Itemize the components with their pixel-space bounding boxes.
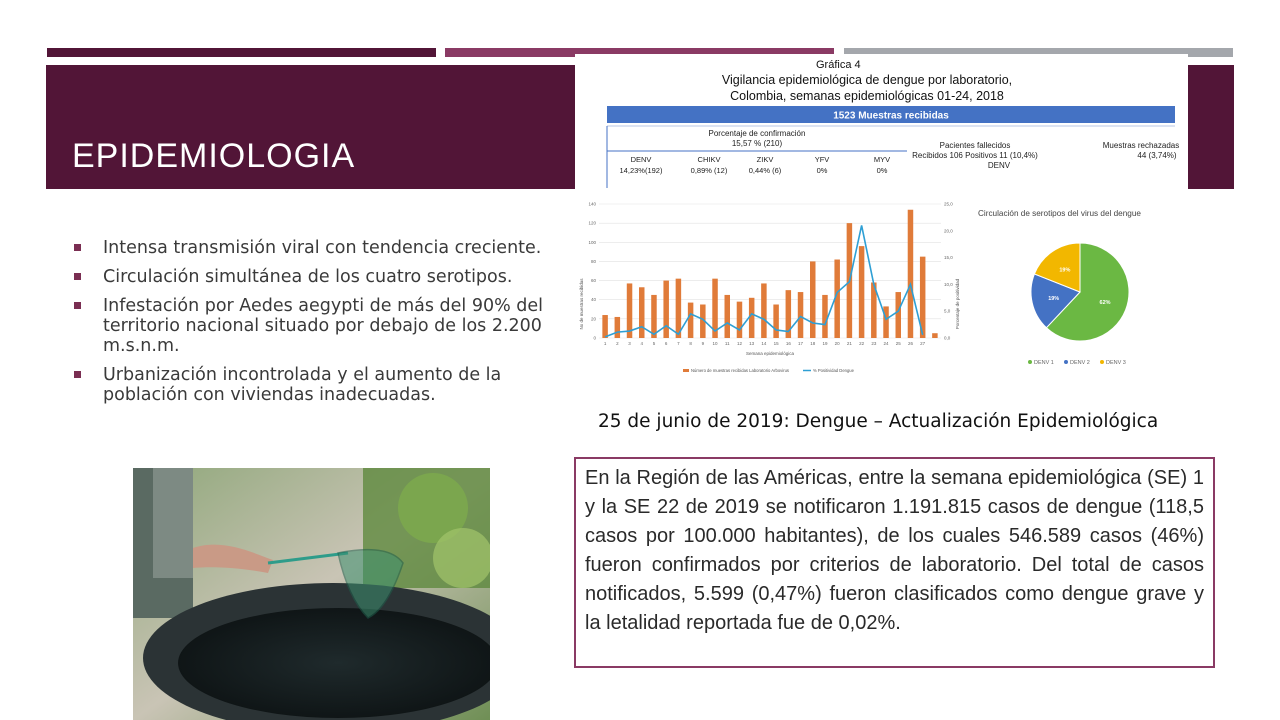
bullet-item: Intensa transmisión viral con tendencia creciente. [72, 238, 552, 258]
x-axis-label: Semana epidemiológica [745, 351, 795, 356]
x-tick-label: 20 [834, 341, 840, 346]
x-tick-label: 3 [628, 341, 631, 346]
y-tick-label: 60 [590, 278, 596, 284]
y-tick-label: 140 [588, 201, 596, 207]
accent-bar-left [47, 48, 436, 57]
bullet-square-icon [74, 371, 81, 378]
bar-mark [615, 317, 620, 338]
x-tick-label: 9 [701, 341, 705, 346]
y-tick-label: 0 [593, 335, 596, 341]
deceased-values: Recibidos 106 Positivos 11 (10,4%) [912, 151, 1038, 160]
x-tick-label: 11 [724, 341, 730, 346]
pie-legend-swatch [1028, 360, 1032, 364]
x-tick-label: 2 [616, 341, 619, 346]
virus-name: MYV [873, 155, 891, 164]
chart-label: Gráfica 4 [816, 59, 861, 71]
bullet-item: Infestación por Aedes aegypti de más del 90% del territorio nacional situado por debajo de los 2.200 m.s.n.m. [72, 296, 552, 356]
bar-mark [908, 210, 913, 338]
bullet-item: Urbanización incontrolada y el aumento de la población con viviendas inadecuadas. [72, 365, 552, 405]
x-tick-label: 26 [907, 341, 913, 346]
bullet-square-icon [74, 302, 81, 309]
bar-mark [798, 292, 803, 338]
x-tick-label: 22 [859, 341, 865, 346]
virus-columns [620, 155, 891, 175]
rejected-label: Muestras rechazadas [1102, 141, 1180, 150]
legend-line-label: % Positividad Dengue [813, 368, 854, 373]
bar-mark [688, 303, 693, 338]
y2-axis-label: Porcentaje de positividad [955, 278, 960, 330]
x-tick-label: 10 [712, 341, 718, 346]
y-tick-label: 40 [590, 297, 596, 303]
pie-value-label: 62% [1099, 299, 1111, 306]
samples-banner-text: 1523 Muestras recibidas [833, 110, 949, 122]
bar-mark [737, 302, 742, 338]
pie-value-label: 19% [1059, 267, 1071, 274]
x-tick-label: 16 [785, 341, 791, 346]
bullet-square-icon [74, 244, 81, 251]
y2-tick-label: 10,0 [944, 281, 953, 287]
x-tick-label: 17 [798, 341, 804, 346]
deceased-denv: DENV [987, 161, 1011, 170]
x-tick-label: 5 [652, 341, 656, 346]
x-tick-label: 8 [689, 341, 692, 346]
y2-tick-label: 25,0 [944, 201, 953, 207]
virus-name: CHIKV [697, 155, 721, 164]
x-tick-label: 7 [677, 341, 680, 346]
legend-bar-label: Número de muestras recibidas Laboratorio Arbovirus [691, 368, 789, 373]
x-tick-label: 4 [640, 341, 644, 346]
confirmation-value: 15,57 % (210) [731, 139, 783, 148]
x-tick-label: 23 [871, 341, 877, 346]
x-tick-label: 14 [761, 341, 767, 346]
pie-title: Circulación de serotipos del virus del dengue [978, 209, 1141, 218]
pie-value-label: 19% [1048, 295, 1060, 302]
slide-title: EPIDEMIOLOGIA [72, 137, 356, 175]
pie-legend-label: DENV 1 [1034, 360, 1054, 366]
y-tick-label: 120 [588, 220, 596, 226]
virus-name: ZIKV [756, 155, 774, 164]
y-axis-label: No de muestras recibidas [579, 278, 584, 330]
y2-tick-label: 15,0 [944, 255, 953, 261]
update-caption: 25 de junio de 2019: Dengue – Actualización Epidemiológica [598, 411, 1159, 432]
x-tick-label: 25 [895, 341, 901, 346]
chart-title-line2: Colombia, semanas epidemiológicas 01-24, 2018 [730, 89, 1004, 103]
bar-mark [749, 298, 754, 338]
x-tick-label: 6 [664, 341, 668, 346]
epidemiology-text-box: En la Región de las Américas, entre la semana epidemiológica (SE) 1 y la SE 22 de 2019 se notificaron 1.191.815 casos de dengue (118,5 casos por 100.000 habitantes), de los cuales 546.589 casos (46%) fueron confirmados por criterios de laboratorio. Del total de casos notificados, 5.599 (0,47%) fueron clasificados como dengue grave y la letalidad reportada fue de 0,02%. [574, 457, 1215, 668]
virus-value: 0% [876, 166, 888, 175]
surveillance-summary-panel [575, 54, 1188, 190]
bar-mark [676, 279, 681, 338]
virus-name: YFV [814, 155, 830, 164]
x-tick-label: 19 [822, 341, 828, 346]
bar-mark [639, 287, 644, 338]
bar-mark [663, 281, 668, 338]
y2-tick-label: 0,0 [944, 335, 951, 341]
y-tick-label: 20 [590, 316, 596, 322]
bar-mark [896, 292, 901, 338]
x-tick-label: 13 [749, 341, 755, 346]
y-tick-label: 100 [588, 239, 596, 245]
bar-mark [761, 283, 766, 338]
y-tick-label: 80 [590, 258, 596, 264]
bullet-item: Circulación simultánea de los cuatro serotipos. [72, 267, 552, 287]
deceased-label: Pacientes fallecidos [939, 141, 1011, 150]
bar-mark [883, 306, 888, 338]
pie-legend-label: DENV 3 [1106, 360, 1126, 366]
x-tick-label: 21 [846, 341, 852, 346]
x-tick-label: 12 [736, 341, 742, 346]
bar-mark [932, 333, 937, 338]
bar-mark [822, 295, 827, 338]
y2-tick-label: 20,0 [944, 228, 953, 234]
weekly-samples-chart [575, 192, 968, 377]
virus-value: 14,23%(192) [619, 166, 663, 175]
virus-value: 0,89% (12) [690, 166, 728, 175]
virus-name: DENV [630, 155, 652, 164]
x-tick-label: 15 [773, 341, 779, 346]
pie-legend-label: DENV 2 [1070, 360, 1090, 366]
water-barrel-net-photo [133, 468, 490, 720]
chart-title-line1: Vigilancia epidemiológica de dengue por laboratorio, [721, 73, 1013, 87]
x-tick-label: 18 [810, 341, 816, 346]
bullet-square-icon [74, 273, 81, 280]
pie-legend-swatch [1064, 360, 1068, 364]
y2-tick-label: 5,0 [944, 308, 951, 314]
x-tick-label: 24 [883, 341, 889, 346]
pie-legend-swatch [1100, 360, 1104, 364]
bar-mark [725, 295, 730, 338]
confirmation-label: Porcentaje de confirmación [708, 129, 806, 138]
bar-mark [602, 315, 607, 338]
x-tick-label: 27 [920, 341, 926, 346]
bar-mark [859, 246, 864, 338]
legend-bar-swatch [683, 369, 689, 372]
bar-mark [810, 261, 815, 338]
serotype-pie-chart [970, 200, 1185, 377]
virus-value: 0% [816, 166, 828, 175]
bar-mark [773, 305, 778, 339]
virus-value: 0,44% (6) [748, 166, 782, 175]
x-tick-label: 1 [603, 341, 607, 346]
bar-mark [651, 295, 656, 338]
bullet-list [72, 238, 552, 414]
rejected-value: 44 (3,74%) [1137, 151, 1177, 160]
